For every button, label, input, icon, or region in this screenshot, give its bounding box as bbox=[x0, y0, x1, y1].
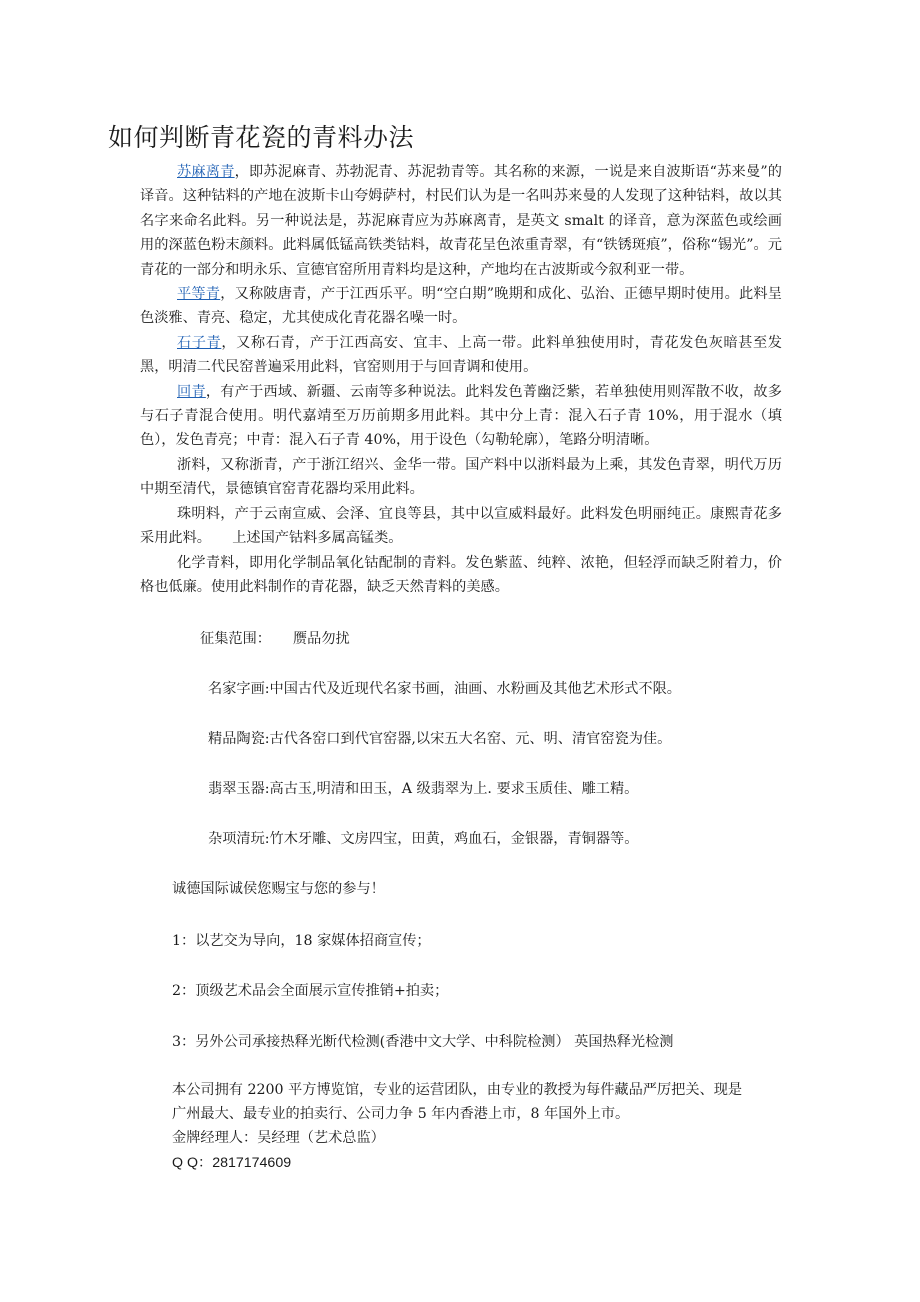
company-footer bbox=[172, 1078, 742, 1175]
link-sumali-qing[interactable]: 苏麻离青 bbox=[177, 164, 235, 180]
paragraph-sumali-qing bbox=[140, 160, 782, 282]
point-1: 1：以艺交为导向，18 家媒体招商宣传； bbox=[172, 933, 431, 949]
paragraph-text: 化学青料，即用化学制品氧化钴配制的青料。发色紫蓝、纯粹、浓艳，但轻浮而缺乏附着力，价格也低廉。使用此料制作的青花器，缺乏天然青料的美感。 bbox=[140, 554, 782, 595]
paragraph-text: ，又称石青，产于江西高安、宜丰、上高一带。此料单独使用时，青花发色灰暗甚至发黑，明清二代民窑普遍采用此料，官窑则用于与回青调和使用。 bbox=[140, 334, 782, 376]
company-intro-line-1: 本公司拥有 2200 平方博览馆，专业的运营团队，由专业的教授为每件藏品严厉把关、现是 bbox=[172, 1082, 743, 1098]
collection-note: 赝品勿扰 bbox=[292, 631, 350, 647]
point-2: 2：顶级艺术品会全面展示宣传推销+拍卖； bbox=[172, 983, 449, 999]
paragraph-text: ，即苏泥麻青、苏勃泥青、苏泥勃青等。其名称的来源，一说是来自波斯语“苏来曼”的译音。这种钴料的产地在波斯卡山夸姆萨村，村民们认为是一名叫苏来曼的人发现了这种钴料，故以其名字来命名此料。另一种说法是，苏泥麻青应为苏麻离青，是英文 smalt 的译音，意为深蓝色或绘画用的深蓝色粉末颜料。此料属低锰高铁类钴料，故青花呈色浓重青翠，有“铁锈斑痕”，俗称“锡光”。元青花的一部分和明永乐、宣德官窑所用青料均是这种，产地均在古波斯或今叙利亚一带。 bbox=[140, 164, 782, 278]
paragraph-zhe-liao bbox=[140, 453, 782, 502]
invitation-text: 诚德国际诚侯您赐宝与您的参与！ bbox=[172, 881, 385, 897]
qq-contact: Q Q：2817174609 bbox=[172, 1154, 292, 1171]
collection-item-misc: 杂项清玩:竹木牙雕、文房四宝，田黄，鸡血石，金银器，青铜器等。 bbox=[208, 831, 639, 847]
paragraph-zhuming-liao bbox=[140, 502, 782, 551]
article-body bbox=[140, 160, 782, 599]
collection-heading bbox=[200, 628, 350, 648]
collection-label: 征集范围： bbox=[200, 631, 271, 647]
collection-item-jade: 翡翠玉器:高古玉,明清和田玉，A 级翡翠为上. 要求玉质佳、雕工精。 bbox=[208, 781, 639, 797]
collection-item-ceramics: 精品陶瓷:古代各窑口到代官窑器,以宋五大名窑、元、明、清官窑瓷为佳。 bbox=[208, 731, 672, 747]
paragraph-pingdeng-qing bbox=[140, 282, 782, 331]
paragraph-text: 珠明料，产于云南宣威、会泽、宜良等县，其中以宣威料最好。此料发色明丽纯正。康熙青花多采用此料。 上述国产钴料多属高锰类。 bbox=[140, 505, 782, 547]
paragraph-text: ，有产于西域、新疆、云南等多种说法。此料发色菁幽泛紫，若单独使用则浑散不收，故多与石子青混合使用。明代嘉靖至万历前期多用此料。其中分上青：混入石子青 10%，用于混水（填色），发色青亮；中青：混入石子青 40%，用于设色（勾勒轮廓），笔路分明清晰。 bbox=[140, 383, 782, 449]
company-intro-line-2: 广州最大、最专业的拍卖行、公司力争 5 年内香港上市，8 年国外上市。 bbox=[172, 1106, 630, 1123]
collection-item-painting: 名家字画:中国古代及近现代名家书画，油画、水粉画及其他艺术形式不限。 bbox=[208, 681, 681, 697]
point-3: 3：另外公司承接热释光断代检测(香港中文大学、中科院检测） 英国热释光检测 bbox=[172, 1034, 674, 1050]
link-shizi-qing[interactable]: 石子青 bbox=[177, 334, 222, 351]
link-hui-qing[interactable]: 回青 bbox=[177, 383, 206, 400]
document-title: 如何判断青花瓷的青料办法 bbox=[108, 123, 415, 152]
paragraph-chemical-qingliao bbox=[140, 551, 782, 600]
link-pingdeng-qing[interactable]: 平等青 bbox=[177, 286, 221, 303]
paragraph-shizi-qing bbox=[140, 331, 782, 380]
paragraph-text: 浙料，又称浙青，产于浙江绍兴、金华一带。国产料中以浙料最为上乘，其发色青翠，明代万历中期至清代，景德镇官窑青花器均采用此料。 bbox=[140, 456, 782, 498]
paragraph-text: ，又称陂唐青，产于江西乐平。明“空白期”晚期和成化、弘治、正德早期时使用。此料呈色淡雅、青亮、稳定，尤其使成化青花器名噪一时。 bbox=[140, 286, 782, 327]
paragraph-hui-qing bbox=[140, 380, 782, 453]
manager-contact: 金牌经理人：吴经理（艺术总监） bbox=[172, 1130, 385, 1147]
